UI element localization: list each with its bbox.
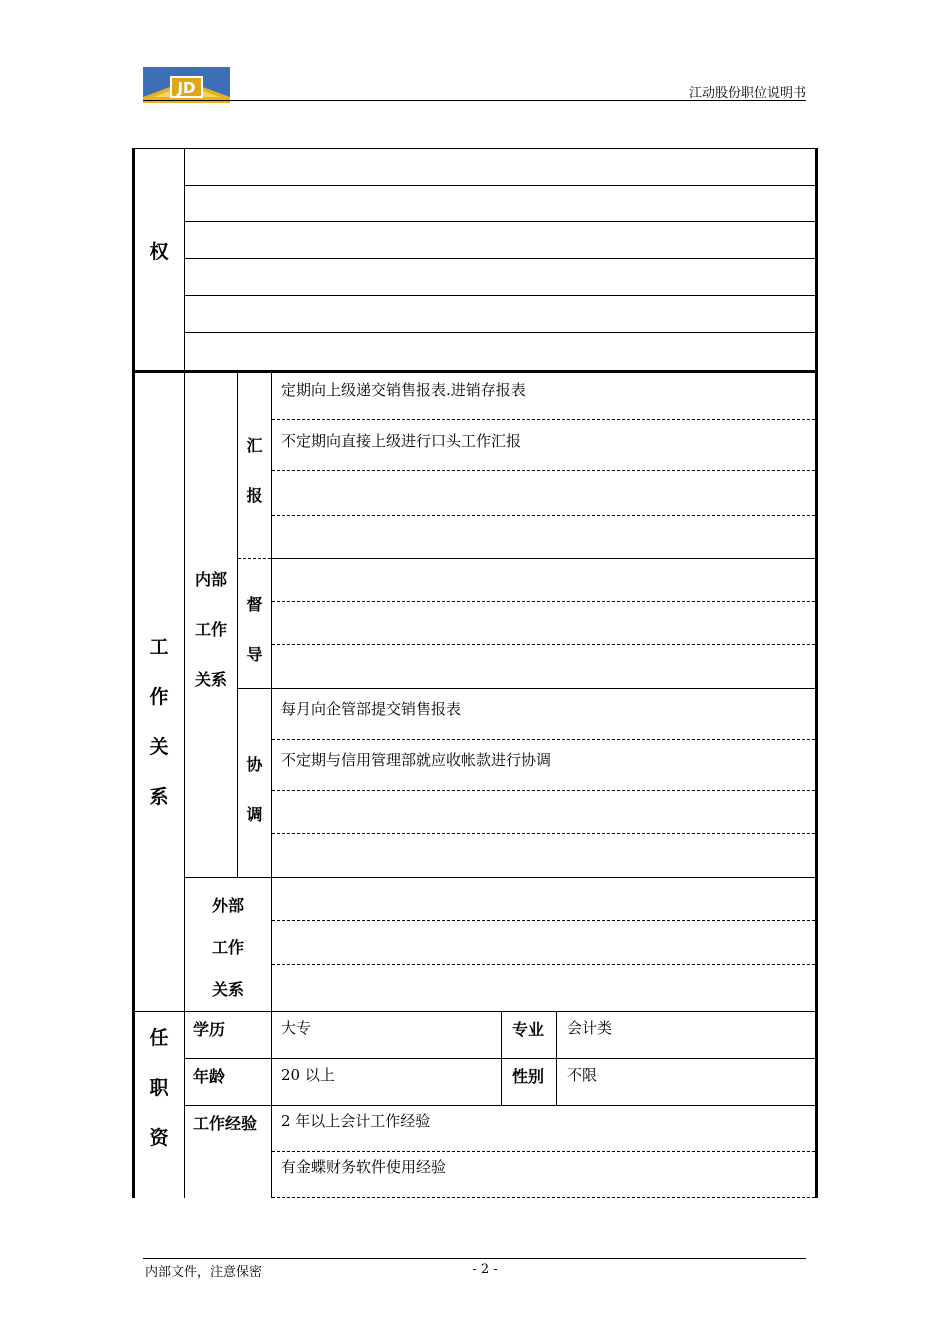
- report-item: 不定期向直接上级进行口头工作汇报: [281, 432, 522, 450]
- major-label: 专业: [512, 1020, 545, 1039]
- row-dash-line: [272, 419, 815, 420]
- table-right-border: [815, 148, 818, 1198]
- row-dash-line: [272, 515, 815, 516]
- authority-row-line: [185, 332, 815, 333]
- row-dash-line: [272, 644, 815, 645]
- qual-row-line: [185, 1058, 815, 1059]
- coordinate-label: 协 调: [246, 755, 263, 824]
- authority-row-line: [185, 185, 815, 186]
- internal-bottom-line: [185, 877, 815, 878]
- coordinate-item: 不定期与信用管理部就应收帐款进行协调: [281, 751, 552, 769]
- content-column-divider: [271, 373, 272, 1198]
- row-dash-line: [272, 470, 815, 471]
- authority-label: 权: [149, 241, 169, 263]
- confidential-notice: 内部文件，注意保密: [145, 1265, 263, 1280]
- section-divider: [132, 1011, 818, 1012]
- gender-label: 性别: [512, 1067, 545, 1086]
- row-dash-line: [272, 1151, 815, 1152]
- row-dash-line: [272, 739, 815, 740]
- page-number: - 2 -: [472, 1262, 498, 1277]
- education-label: 学历: [193, 1020, 226, 1039]
- coordinate-item: 每月向企管部提交销售报表: [281, 700, 462, 718]
- footer-rule: [143, 1258, 806, 1259]
- experience-item: 有金蝶财务软件使用经验: [281, 1158, 447, 1176]
- authority-row-line: [185, 258, 815, 259]
- logo-text: JD: [177, 79, 196, 97]
- row-dash-line: [272, 1197, 815, 1198]
- row-dash-line: [272, 833, 815, 834]
- qual-row-line: [185, 1105, 815, 1106]
- document-title: 江动股份职位说明书: [688, 86, 806, 101]
- age-value: 20 以上: [281, 1066, 335, 1084]
- section-divider: [132, 370, 818, 373]
- row-dash-line: [272, 920, 815, 921]
- qualifications-label: 任 职 资: [149, 1027, 169, 1149]
- experience-label: 工作经验: [193, 1114, 258, 1133]
- external-relations-label: 外部 工作 关系: [211, 896, 244, 999]
- authority-row-line: [185, 221, 815, 222]
- report-item: 定期向上级递交销售报表.进销存报表: [281, 381, 526, 399]
- header-rule: [143, 100, 806, 101]
- supervise-bottom-line: [238, 688, 815, 689]
- report-label: 汇 报: [246, 436, 263, 505]
- report-bottom-line: [272, 558, 815, 559]
- report-label-dash: [238, 558, 271, 559]
- row-dash-line: [272, 790, 815, 791]
- authority-row-line: [185, 295, 815, 296]
- row-dash-line: [272, 601, 815, 602]
- table-top-border: [132, 148, 818, 149]
- row-dash-line: [272, 964, 815, 965]
- supervise-label: 督 导: [246, 595, 263, 664]
- internal-relations-label: 内部 工作 关系: [194, 570, 227, 689]
- major-value: 会计类: [567, 1019, 613, 1037]
- education-value: 大专: [281, 1019, 312, 1037]
- company-logo: [143, 67, 230, 103]
- gender-value: 不限: [567, 1066, 598, 1084]
- age-label: 年龄: [193, 1067, 226, 1086]
- work-relations-label: 工 作 关 系: [149, 636, 169, 808]
- experience-item: 2 年以上会计工作经验: [281, 1112, 431, 1130]
